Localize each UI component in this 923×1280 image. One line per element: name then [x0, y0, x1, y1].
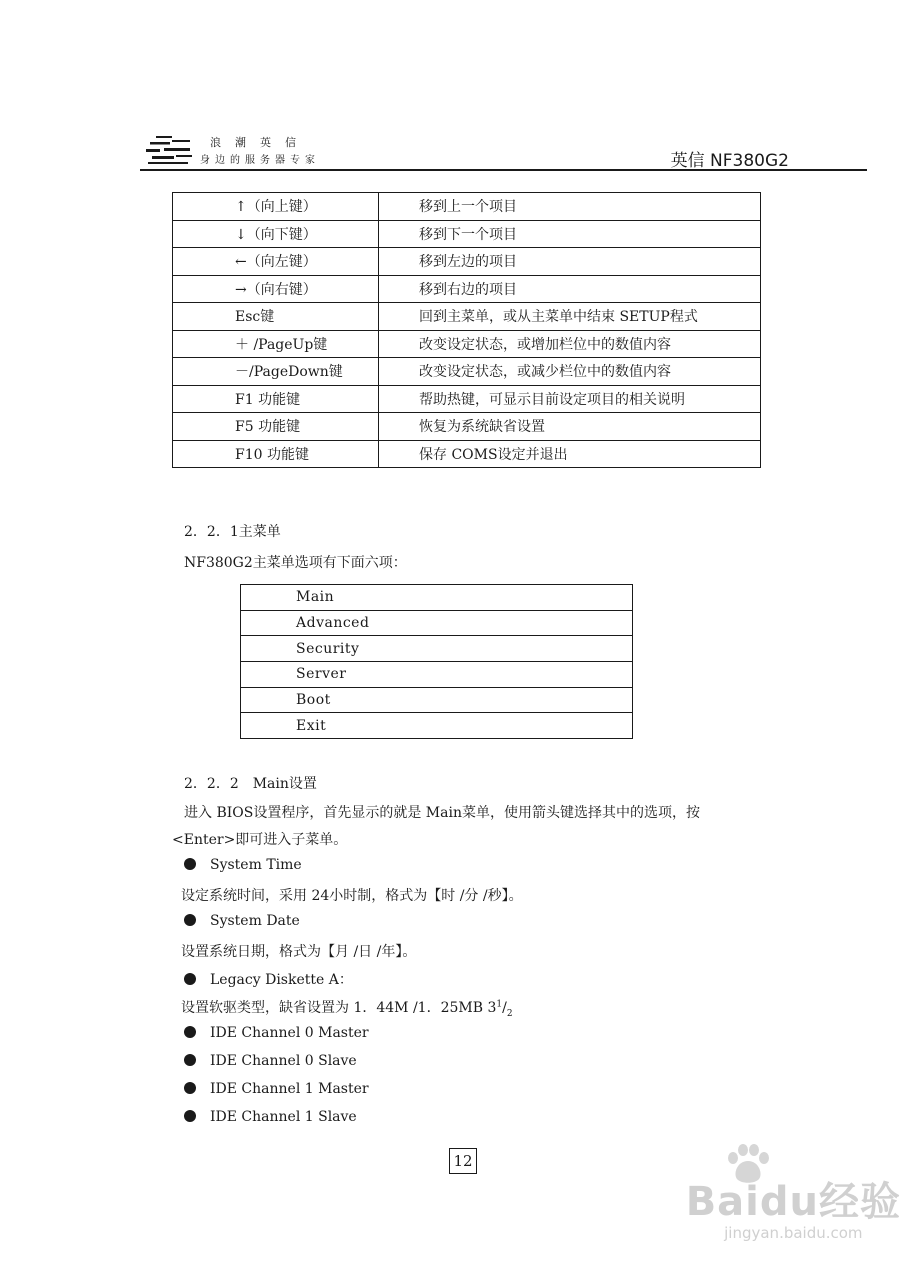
table-row — [241, 713, 633, 739]
desc-cell: 移到上一个项目 — [379, 193, 761, 221]
table-row — [241, 610, 633, 636]
list-item — [184, 1109, 357, 1125]
list-item — [184, 913, 300, 929]
inspur-logo-icon — [146, 134, 196, 166]
list-item — [184, 1053, 357, 1069]
item-description: 设置系统日期，格式为【月 /日 /年】。 — [181, 944, 417, 960]
fraction-numerator: 1 — [496, 999, 503, 1010]
desc-cell: 改变设定状态，或增加栏位中的数值内容 — [379, 330, 761, 358]
main-menu-table — [240, 584, 633, 739]
list-item — [184, 1025, 369, 1041]
table-row — [173, 385, 761, 413]
table-row — [173, 303, 761, 331]
bullet-icon — [184, 1082, 196, 1094]
section-heading-main-menu: 2．2．1主菜单 — [184, 524, 281, 540]
watermark — [686, 1180, 901, 1242]
list-item — [184, 1081, 369, 1097]
desc-cell: 回到主菜单，或从主菜单中结束 SETUP程式 — [379, 303, 761, 331]
table-row — [173, 358, 761, 386]
main-setup-paragraph-line2: <Enter>即可进入子菜单。 — [172, 832, 348, 848]
table-row — [241, 585, 633, 611]
key-function-table — [172, 192, 761, 468]
table-row — [241, 636, 633, 662]
table-row — [173, 193, 761, 221]
desc-cell: 移到左边的项目 — [379, 248, 761, 276]
item-title: Legacy Diskette A： — [210, 972, 353, 988]
main-setup-paragraph-line1: 进入 BIOS设置程序，首先显示的就是 Main菜单，使用箭头键选择其中的选项，按 — [184, 805, 700, 821]
fraction-denominator: 2 — [506, 1008, 513, 1019]
page-number: 12 — [449, 1148, 477, 1174]
brand-slogan-bottom: 身边的服务器专家 — [200, 155, 320, 166]
section-heading-main-setup: 2．2．2 Main设置 — [184, 776, 317, 792]
item-description-text: 设置软驱类型，缺省设置为 1．44M /1．25MB 3 — [181, 1000, 497, 1016]
menu-item: Advanced — [241, 610, 633, 636]
menu-item: Boot — [241, 687, 633, 713]
key-cell: －/PageDown键 — [173, 358, 379, 386]
key-cell: ←（向左键） — [173, 248, 379, 276]
key-cell: Esc键 — [173, 303, 379, 331]
table-row — [173, 248, 761, 276]
desc-cell: 改变设定状态，或减少栏位中的数值内容 — [379, 358, 761, 386]
key-cell: F5 功能键 — [173, 413, 379, 441]
table-row — [241, 662, 633, 688]
document-title: 英信 NF380G2 — [670, 151, 789, 171]
header-divider — [140, 169, 867, 171]
menu-item: Exit — [241, 713, 633, 739]
key-cell: →（向右键） — [173, 275, 379, 303]
table-row — [173, 413, 761, 441]
watermark-brand: Baidu经验 — [685, 1179, 901, 1225]
baidu-paw-icon — [723, 1144, 773, 1184]
table-row — [173, 220, 761, 248]
bullet-icon — [184, 858, 196, 870]
main-menu-intro: NF380G2主菜单选项有下面六项： — [184, 555, 407, 571]
key-cell: ＋ /PageUp键 — [173, 330, 379, 358]
menu-item: Security — [241, 636, 633, 662]
item-description: 设定系统时间，采用 24小时制，格式为【时 /分 /秒】。 — [181, 888, 523, 904]
list-item — [184, 857, 302, 873]
brand-slogan-top: 浪潮英信 — [210, 136, 310, 149]
bullet-icon — [184, 1054, 196, 1066]
desc-cell: 恢复为系统缺省设置 — [379, 413, 761, 441]
desc-cell: 保存 COMS设定并退出 — [379, 440, 761, 468]
desc-cell: 帮助热键，可显示目前设定项目的相关说明 — [379, 385, 761, 413]
desc-cell: 移到右边的项目 — [379, 275, 761, 303]
watermark-url: jingyan.baidu.com — [724, 1224, 863, 1242]
key-cell: ↑（向上键） — [173, 193, 379, 221]
key-cell: F1 功能键 — [173, 385, 379, 413]
menu-item: Server — [241, 662, 633, 688]
bullet-icon — [184, 914, 196, 926]
table-row — [173, 440, 761, 468]
desc-cell: 移到下一个项目 — [379, 220, 761, 248]
item-description: 设置软驱类型，缺省设置为 1．44M /1．25MB $3^1/_2$ — [181, 999, 513, 1019]
item-title: System Time — [210, 857, 302, 873]
table-row — [173, 330, 761, 358]
table-row — [173, 275, 761, 303]
bullet-icon — [184, 1026, 196, 1038]
table-row — [241, 687, 633, 713]
menu-item: Main — [241, 585, 633, 611]
item-title: System Date — [210, 913, 300, 929]
key-cell: ↓（向下键） — [173, 220, 379, 248]
item-title: IDE Channel 1 Master — [210, 1081, 369, 1097]
item-title: IDE Channel 1 Slave — [210, 1109, 357, 1125]
list-item — [184, 969, 353, 989]
item-title: IDE Channel 0 Master — [210, 1025, 369, 1041]
bullet-icon — [184, 1110, 196, 1122]
bullet-icon — [184, 973, 196, 985]
key-cell: F10 功能键 — [173, 440, 379, 468]
item-title: IDE Channel 0 Slave — [210, 1053, 357, 1069]
